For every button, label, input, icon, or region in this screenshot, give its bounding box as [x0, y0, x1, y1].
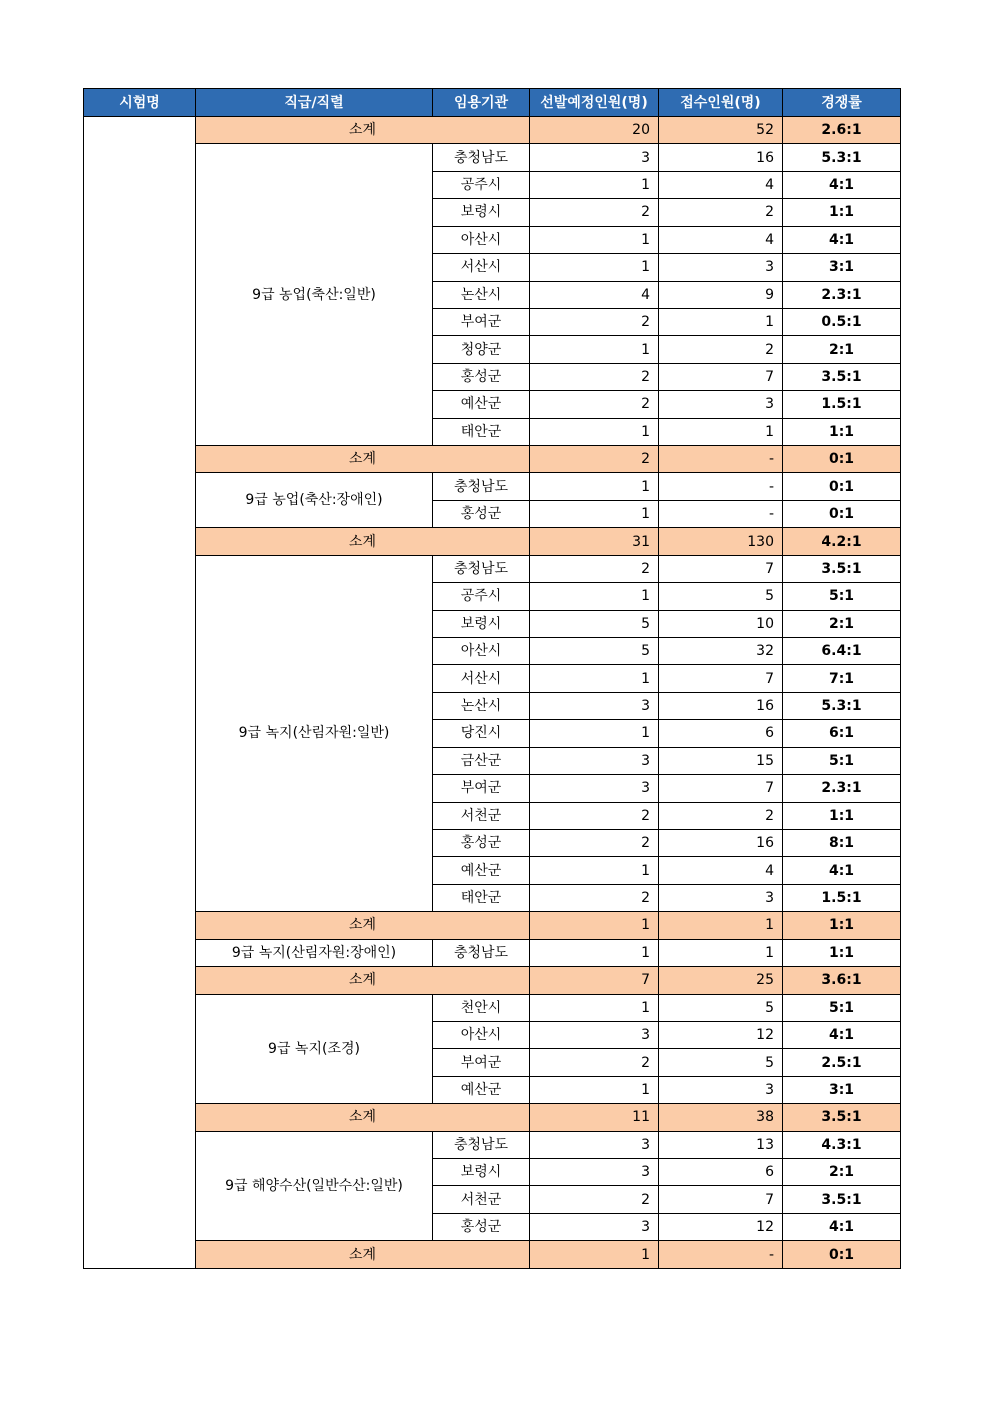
ratio-cell: 5.3:1 — [783, 144, 901, 171]
applicants-cell: 12 — [659, 1021, 783, 1048]
agency-cell: 서산시 — [433, 254, 530, 281]
agency-cell: 공주시 — [433, 171, 530, 198]
ratio-cell: 4.3:1 — [783, 1131, 901, 1158]
position-cell: 9급 녹지(산림자원:장애인) — [196, 939, 433, 966]
agency-cell: 부여군 — [433, 308, 530, 335]
competition-table — [83, 88, 901, 1269]
subtotal-row — [84, 912, 901, 939]
subtotal-label: 소계 — [196, 967, 530, 994]
subtotal-ratio: 2.6:1 — [783, 117, 901, 144]
position-cell: 9급 해양수산(일반수산:일반) — [196, 1131, 433, 1241]
applicants-cell: 1 — [659, 939, 783, 966]
agency-cell: 예산군 — [433, 1076, 530, 1103]
planned-cell: 1 — [530, 226, 659, 253]
agency-cell: 논산시 — [433, 281, 530, 308]
ratio-cell: 6:1 — [783, 720, 901, 747]
subtotal-row — [84, 528, 901, 555]
planned-cell: 5 — [530, 610, 659, 637]
agency-cell: 부여군 — [433, 1049, 530, 1076]
table-row — [84, 144, 901, 171]
applicants-cell: 2 — [659, 199, 783, 226]
subtotal-label: 소계 — [196, 446, 530, 473]
table-body — [84, 117, 901, 1269]
position-cell: 9급 농업(축산:일반) — [196, 144, 433, 446]
planned-cell: 5 — [530, 638, 659, 665]
agency-cell: 보령시 — [433, 1159, 530, 1186]
agency-cell: 보령시 — [433, 199, 530, 226]
applicants-cell: 13 — [659, 1131, 783, 1158]
planned-cell: 2 — [530, 829, 659, 856]
ratio-cell: 3:1 — [783, 254, 901, 281]
applicants-cell: 5 — [659, 583, 783, 610]
planned-cell: 2 — [530, 1186, 659, 1213]
planned-cell: 1 — [530, 583, 659, 610]
planned-cell: 1 — [530, 994, 659, 1021]
agency-cell: 천안시 — [433, 994, 530, 1021]
applicants-cell: 32 — [659, 638, 783, 665]
subtotal-ratio: 3.5:1 — [783, 1104, 901, 1131]
applicants-cell: 4 — [659, 226, 783, 253]
table-row — [84, 555, 901, 582]
ratio-cell: 4:1 — [783, 171, 901, 198]
agency-cell: 보령시 — [433, 610, 530, 637]
agency-cell: 당진시 — [433, 720, 530, 747]
header-position: 직급/직렬 — [196, 89, 433, 117]
subtotal-applicants: 1 — [659, 912, 783, 939]
planned-cell: 2 — [530, 308, 659, 335]
agency-cell: 아산시 — [433, 638, 530, 665]
subtotal-planned: 1 — [530, 912, 659, 939]
agency-cell: 충청남도 — [433, 939, 530, 966]
planned-cell: 2 — [530, 1049, 659, 1076]
agency-cell: 아산시 — [433, 1021, 530, 1048]
ratio-cell: 3.5:1 — [783, 555, 901, 582]
agency-cell: 태안군 — [433, 418, 530, 445]
agency-cell: 예산군 — [433, 857, 530, 884]
subtotal-ratio: 3.6:1 — [783, 967, 901, 994]
ratio-cell: 5:1 — [783, 994, 901, 1021]
subtotal-planned: 1 — [530, 1241, 659, 1268]
ratio-cell: 1:1 — [783, 802, 901, 829]
applicants-cell: 16 — [659, 692, 783, 719]
subtotal-label: 소계 — [196, 1241, 530, 1268]
agency-cell: 태안군 — [433, 884, 530, 911]
header-exam: 시험명 — [84, 89, 196, 117]
ratio-cell: 2:1 — [783, 336, 901, 363]
applicants-cell: 1 — [659, 418, 783, 445]
subtotal-label: 소계 — [196, 1104, 530, 1131]
planned-cell: 3 — [530, 1021, 659, 1048]
ratio-cell: 1.5:1 — [783, 884, 901, 911]
subtotal-label: 소계 — [196, 912, 530, 939]
applicants-cell: 5 — [659, 1049, 783, 1076]
applicants-cell: 2 — [659, 802, 783, 829]
header-ratio: 경쟁률 — [783, 89, 901, 117]
planned-cell: 1 — [530, 500, 659, 527]
ratio-cell: 2:1 — [783, 610, 901, 637]
position-cell: 9급 녹지(산림자원:일반) — [196, 555, 433, 911]
subtotal-applicants: 25 — [659, 967, 783, 994]
agency-cell: 서산시 — [433, 665, 530, 692]
ratio-cell: 5:1 — [783, 583, 901, 610]
planned-cell: 1 — [530, 939, 659, 966]
applicants-cell: 2 — [659, 336, 783, 363]
agency-cell: 금산군 — [433, 747, 530, 774]
applicants-cell: 7 — [659, 555, 783, 582]
ratio-cell: 4:1 — [783, 857, 901, 884]
planned-cell: 1 — [530, 418, 659, 445]
agency-cell: 청양군 — [433, 336, 530, 363]
applicants-cell: 7 — [659, 363, 783, 390]
agency-cell: 서천군 — [433, 1186, 530, 1213]
planned-cell: 2 — [530, 802, 659, 829]
applicants-cell: 3 — [659, 391, 783, 418]
subtotal-ratio: 0:1 — [783, 446, 901, 473]
planned-cell: 3 — [530, 1131, 659, 1158]
planned-cell: 3 — [530, 747, 659, 774]
ratio-cell: 2:1 — [783, 1159, 901, 1186]
agency-cell: 충청남도 — [433, 555, 530, 582]
agency-cell: 홍성군 — [433, 829, 530, 856]
applicants-cell: 6 — [659, 1159, 783, 1186]
agency-cell: 충청남도 — [433, 1131, 530, 1158]
exam-name-cell — [84, 117, 196, 1269]
applicants-cell: 4 — [659, 171, 783, 198]
applicants-cell: 3 — [659, 254, 783, 281]
subtotal-applicants: 52 — [659, 117, 783, 144]
applicants-cell: 6 — [659, 720, 783, 747]
header-planned: 선발예정인원(명) — [530, 89, 659, 117]
planned-cell: 1 — [530, 171, 659, 198]
subtotal-applicants: 130 — [659, 528, 783, 555]
agency-cell: 홍성군 — [433, 363, 530, 390]
planned-cell: 4 — [530, 281, 659, 308]
subtotal-ratio: 4.2:1 — [783, 528, 901, 555]
ratio-cell: 1:1 — [783, 199, 901, 226]
ratio-cell: 3.5:1 — [783, 363, 901, 390]
agency-cell: 부여군 — [433, 775, 530, 802]
planned-cell: 1 — [530, 336, 659, 363]
ratio-cell: 7:1 — [783, 665, 901, 692]
applicants-cell: 5 — [659, 994, 783, 1021]
planned-cell: 2 — [530, 391, 659, 418]
applicants-cell: 7 — [659, 1186, 783, 1213]
table-row — [84, 939, 901, 966]
applicants-cell: 7 — [659, 665, 783, 692]
subtotal-row — [84, 1104, 901, 1131]
subtotal-row — [84, 446, 901, 473]
agency-cell: 홍성군 — [433, 500, 530, 527]
planned-cell: 3 — [530, 775, 659, 802]
applicants-cell: 10 — [659, 610, 783, 637]
planned-cell: 2 — [530, 555, 659, 582]
agency-cell: 예산군 — [433, 391, 530, 418]
subtotal-applicants: - — [659, 1241, 783, 1268]
planned-cell: 3 — [530, 692, 659, 719]
ratio-cell: 2.3:1 — [783, 775, 901, 802]
planned-cell: 2 — [530, 363, 659, 390]
ratio-cell: 0:1 — [783, 473, 901, 500]
subtotal-applicants: - — [659, 446, 783, 473]
subtotal-planned: 2 — [530, 446, 659, 473]
applicants-cell: 1 — [659, 308, 783, 335]
ratio-cell: 5:1 — [783, 747, 901, 774]
planned-cell: 1 — [530, 665, 659, 692]
applicants-cell: 3 — [659, 1076, 783, 1103]
applicants-cell: - — [659, 473, 783, 500]
subtotal-label: 소계 — [196, 117, 530, 144]
planned-cell: 1 — [530, 473, 659, 500]
planned-cell: 3 — [530, 144, 659, 171]
agency-cell: 논산시 — [433, 692, 530, 719]
planned-cell: 1 — [530, 1076, 659, 1103]
agency-cell: 충청남도 — [433, 144, 530, 171]
applicants-cell: - — [659, 500, 783, 527]
subtotal-planned: 20 — [530, 117, 659, 144]
applicants-cell: 12 — [659, 1213, 783, 1240]
planned-cell: 3 — [530, 1213, 659, 1240]
ratio-cell: 0:1 — [783, 500, 901, 527]
agency-cell: 아산시 — [433, 226, 530, 253]
header-row — [84, 89, 901, 117]
ratio-cell: 1:1 — [783, 939, 901, 966]
subtotal-ratio: 0:1 — [783, 1241, 901, 1268]
planned-cell: 2 — [530, 199, 659, 226]
subtotal-planned: 11 — [530, 1104, 659, 1131]
table-row — [84, 473, 901, 500]
subtotal-planned: 7 — [530, 967, 659, 994]
applicants-cell: 16 — [659, 829, 783, 856]
ratio-cell: 6.4:1 — [783, 638, 901, 665]
header-agency: 임용기관 — [433, 89, 530, 117]
planned-cell: 1 — [530, 720, 659, 747]
table-row — [84, 994, 901, 1021]
applicants-cell: 3 — [659, 884, 783, 911]
planned-cell: 1 — [530, 857, 659, 884]
ratio-cell: 1.5:1 — [783, 391, 901, 418]
subtotal-label: 소계 — [196, 528, 530, 555]
agency-cell: 공주시 — [433, 583, 530, 610]
ratio-cell: 4:1 — [783, 226, 901, 253]
ratio-cell: 1:1 — [783, 418, 901, 445]
table-row — [84, 1131, 901, 1158]
position-cell: 9급 녹지(조경) — [196, 994, 433, 1104]
header-applicants: 접수인원(명) — [659, 89, 783, 117]
applicants-cell: 15 — [659, 747, 783, 774]
subtotal-row — [84, 1241, 901, 1268]
subtotal-applicants: 38 — [659, 1104, 783, 1131]
planned-cell: 1 — [530, 254, 659, 281]
applicants-cell: 9 — [659, 281, 783, 308]
ratio-cell: 5.3:1 — [783, 692, 901, 719]
ratio-cell: 2.5:1 — [783, 1049, 901, 1076]
ratio-cell: 8:1 — [783, 829, 901, 856]
agency-cell: 서천군 — [433, 802, 530, 829]
planned-cell: 2 — [530, 884, 659, 911]
subtotal-row — [84, 117, 901, 144]
agency-cell: 충청남도 — [433, 473, 530, 500]
planned-cell: 3 — [530, 1159, 659, 1186]
ratio-cell: 4:1 — [783, 1213, 901, 1240]
ratio-cell: 2.3:1 — [783, 281, 901, 308]
ratio-cell: 3.5:1 — [783, 1186, 901, 1213]
subtotal-row — [84, 967, 901, 994]
subtotal-ratio: 1:1 — [783, 912, 901, 939]
applicants-cell: 16 — [659, 144, 783, 171]
applicants-cell: 4 — [659, 857, 783, 884]
position-cell: 9급 농업(축산:장애인) — [196, 473, 433, 528]
ratio-cell: 0.5:1 — [783, 308, 901, 335]
applicants-cell: 7 — [659, 775, 783, 802]
ratio-cell: 4:1 — [783, 1021, 901, 1048]
agency-cell: 홍성군 — [433, 1213, 530, 1240]
ratio-cell: 3:1 — [783, 1076, 901, 1103]
subtotal-planned: 31 — [530, 528, 659, 555]
